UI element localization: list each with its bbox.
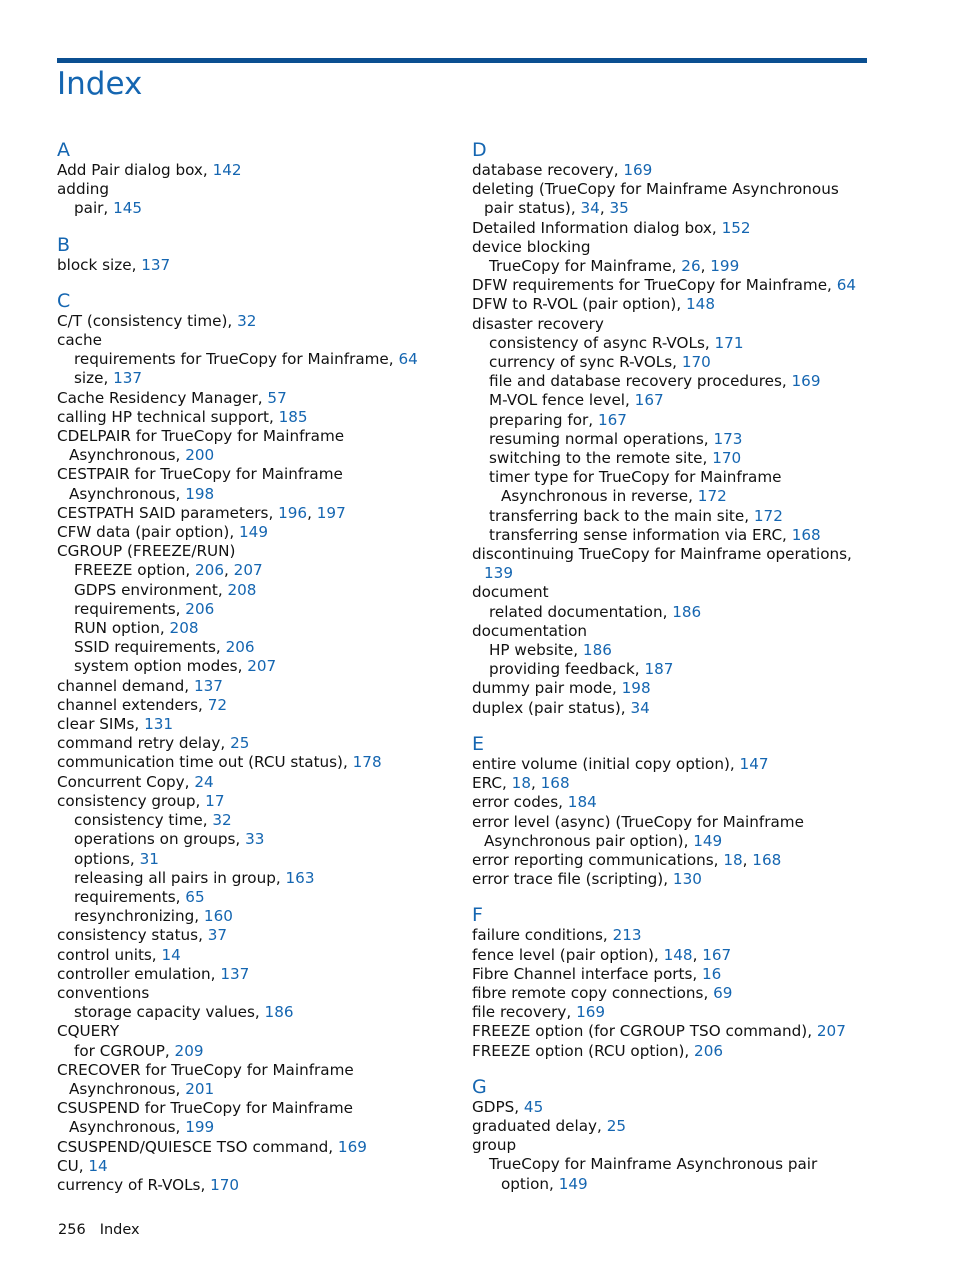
page-link[interactable]: 152 — [721, 218, 751, 237]
page-link[interactable]: 17 — [205, 791, 225, 810]
index-entry: error reporting communications, 18, 168 — [472, 850, 782, 869]
entry-term: file recovery, — [472, 1003, 577, 1022]
index-subentry — [472, 641, 872, 660]
index-entry — [57, 331, 457, 350]
index-subentry — [472, 507, 872, 526]
entry-term: device blocking — [472, 237, 591, 256]
entry-term: database recovery, — [472, 161, 624, 179]
index-entry — [57, 753, 457, 772]
page-link[interactable]: 170 — [210, 1175, 240, 1194]
index-entry: CESTPATH SAID parameters, 196, 197 — [57, 503, 346, 522]
page-link[interactable]: 186 — [672, 602, 702, 621]
entry-term: requirements, — [74, 599, 186, 618]
entry-term: timer type for TrueCopy for Mainframe Asynchronous in reverse, — [489, 468, 782, 506]
entry-term: controller emulation, — [57, 964, 221, 983]
index-entry — [57, 1022, 457, 1041]
page-link[interactable]: 37 — [207, 926, 228, 945]
index-subentry — [57, 888, 457, 907]
entry-term: fence level (pair option), — [472, 945, 664, 964]
page-link[interactable]: 186 — [582, 641, 612, 660]
entry-term: error reporting communications, — [472, 850, 724, 869]
page-link[interactable]: 57 — [267, 388, 287, 407]
page-link[interactable]: 200 — [185, 446, 215, 465]
index-subentry — [472, 334, 872, 353]
index-entry — [57, 161, 457, 180]
entry-term: CGROUP (FREEZE/RUN) — [57, 542, 236, 561]
index-entry — [472, 315, 872, 334]
entry-term: consistency status, — [57, 926, 208, 945]
page-link[interactable]: 197 — [316, 503, 346, 522]
page-link[interactable]: 34 — [630, 698, 650, 717]
page-link[interactable]: 186 — [264, 1003, 294, 1022]
page-link[interactable]: 25 — [606, 1116, 627, 1135]
entry-term: SSID requirements, — [74, 638, 226, 657]
index-entry — [57, 946, 457, 965]
entry-term: RUN option, — [74, 619, 170, 638]
page-link[interactable]: 160 — [203, 907, 233, 926]
page-link[interactable]: 137 — [193, 676, 223, 695]
index-entry — [57, 523, 457, 542]
entry-term: conventions — [57, 983, 150, 1002]
entry-term: cache — [57, 331, 102, 350]
page-link[interactable]: 163 — [285, 868, 315, 887]
page-link[interactable]: 145 — [113, 199, 143, 218]
index-entry — [472, 813, 872, 851]
index-entry: fence level (pair option), 148, 167 — [472, 945, 732, 964]
page-link[interactable]: 199 — [185, 1118, 215, 1137]
index-entry — [472, 583, 872, 602]
entry-term: C/T (consistency time), — [57, 311, 238, 330]
entry-term: ERC, — [472, 774, 512, 793]
index-entry — [472, 755, 872, 774]
entry-term: CESTPATH SAID parameters, — [57, 503, 279, 522]
entry-term: currency of R-VOLs, — [57, 1175, 211, 1194]
index-entry — [472, 295, 872, 314]
index-entry — [57, 677, 457, 696]
index-letter-heading: A — [57, 139, 70, 161]
entry-term: Add Pair dialog box, — [57, 161, 213, 179]
entry-term: consistency of async R-VOLs, — [489, 333, 715, 352]
page-link[interactable]: 199 — [710, 257, 740, 276]
page-link[interactable]: 72 — [207, 695, 228, 714]
entry-term: channel extenders, — [57, 695, 208, 714]
page-link[interactable]: 139 — [484, 564, 513, 583]
page-link[interactable]: 169 — [337, 1137, 367, 1156]
page-link[interactable]: 64 — [398, 350, 418, 369]
page-link[interactable]: 207 — [247, 657, 277, 676]
index-entry — [472, 1042, 872, 1061]
page-link[interactable]: 168 — [752, 850, 782, 869]
page-link[interactable]: 170 — [681, 353, 711, 372]
page-link[interactable]: 206 — [225, 638, 255, 657]
index-entry — [472, 1022, 872, 1041]
page-link[interactable]: 196 — [278, 503, 308, 522]
entry-term: requirements for TrueCopy for Mainframe, — [74, 350, 399, 369]
entry-term: GDPS environment, — [74, 580, 228, 599]
index-entry: ERC, 18, 168 — [472, 774, 570, 793]
entry-term: document — [472, 583, 549, 602]
page-link[interactable]: 209 — [174, 1041, 204, 1060]
entry-term: error codes, — [472, 793, 568, 812]
index-entry — [57, 1138, 457, 1157]
page-link[interactable]: 14 — [88, 1156, 108, 1175]
index-letter-heading: D — [472, 139, 487, 161]
index-subentry — [57, 199, 457, 218]
index-entry — [472, 926, 872, 945]
index-subentry — [472, 353, 872, 372]
index-subentry — [57, 369, 457, 388]
page-link[interactable]: 207 — [816, 1022, 846, 1041]
page-link[interactable]: 173 — [713, 429, 743, 448]
entry-term: entire volume (initial copy option), — [472, 754, 740, 773]
entry-term: file and database recovery procedures, — [489, 372, 792, 391]
header-rule — [57, 58, 867, 63]
page-link[interactable]: 24 — [194, 772, 214, 791]
page-link[interactable]: 64 — [836, 276, 857, 295]
entry-term: related documentation, — [489, 602, 673, 621]
index-entry — [57, 427, 457, 465]
page-link[interactable]: 168 — [791, 525, 821, 544]
index-entry — [472, 1098, 872, 1117]
index-subentry — [57, 869, 457, 888]
index-subentry — [472, 372, 872, 391]
page-link[interactable]: 208 — [169, 619, 199, 638]
index-entry — [472, 1136, 872, 1155]
entry-term: consistency time, — [74, 811, 213, 830]
entry-term: CDELPAIR for TrueCopy for Mainframe Asynchronous, — [57, 427, 345, 465]
index-entry — [57, 696, 457, 715]
index-entry — [57, 465, 457, 503]
page-link[interactable]: 32 — [237, 311, 257, 330]
entry-term: for CGROUP, — [74, 1041, 175, 1060]
index-entry — [57, 715, 457, 734]
index-subentry — [472, 449, 872, 468]
page-link[interactable]: 169 — [623, 161, 653, 179]
index-subentry — [472, 1155, 872, 1193]
entry-term: FREEZE option (for CGROUP TSO command), — [472, 1022, 817, 1041]
index-entry — [57, 1099, 457, 1137]
page-link[interactable]: 16 — [702, 964, 722, 983]
page-link[interactable]: 26 — [681, 257, 701, 276]
entry-term: graduated delay, — [472, 1116, 607, 1135]
page-link[interactable]: 137 — [113, 369, 143, 388]
page-footer — [58, 1222, 154, 1238]
index-subentry — [57, 830, 457, 849]
page-link[interactable]: 172 — [697, 487, 727, 506]
page-link[interactable]: 178 — [352, 753, 382, 772]
index-letter-heading: C — [57, 289, 71, 312]
index-subentry — [472, 430, 872, 449]
page-link[interactable]: 131 — [144, 715, 174, 734]
index-entry — [57, 984, 457, 1003]
page-link[interactable]: 45 — [523, 1097, 544, 1116]
page-link[interactable]: 137 — [220, 964, 250, 983]
index-entry — [472, 161, 872, 180]
entry-term: transferring back to the main site, — [489, 506, 754, 525]
page-link[interactable]: 213 — [612, 926, 642, 945]
index-entry — [57, 312, 457, 331]
index-subentry — [472, 660, 872, 679]
entry-term: fibre remote copy connections, — [472, 983, 714, 1002]
page-link[interactable]: 18 — [511, 774, 531, 793]
entry-term: block size, — [57, 255, 142, 274]
index-subentry — [57, 638, 457, 657]
index-entry — [472, 793, 872, 812]
page-link[interactable]: 172 — [753, 506, 783, 525]
index-entry — [57, 773, 457, 792]
index-entry — [57, 542, 457, 561]
entry-term: CSUSPEND/QUIESCE TSO command, — [57, 1137, 338, 1156]
page-link[interactable]: 208 — [227, 580, 257, 599]
index-entry — [472, 545, 872, 583]
entry-term: storage capacity values, — [74, 1003, 265, 1022]
index-entry — [57, 1061, 457, 1099]
page-link[interactable]: 149 — [239, 523, 268, 542]
entry-term: resynchronizing, — [74, 907, 204, 926]
page-link[interactable]: 198 — [185, 484, 215, 503]
index-entry — [472, 984, 872, 1003]
page-link[interactable]: 65 — [185, 887, 205, 906]
page-link[interactable]: 148 — [663, 945, 693, 964]
entry-term: clear SIMs, — [57, 715, 145, 734]
page-title: Index — [57, 66, 143, 102]
entry-term: calling HP technical support, — [57, 407, 279, 426]
index-entry — [57, 965, 457, 984]
entry-term: system option modes, — [74, 657, 248, 676]
entry-term: deleting (TrueCopy for Mainframe Asynchronous pair status), — [472, 180, 839, 218]
entry-term: error trace file (scripting), — [472, 870, 673, 889]
entry-term: discontinuing TrueCopy for Mainframe operations, — [472, 545, 852, 564]
entry-term: M-VOL fence level, — [489, 391, 635, 410]
index-column-left — [57, 140, 457, 1195]
index-subentry: FREEZE option, 206, 207 — [74, 561, 263, 580]
entry-term: CFW data (pair option), — [57, 523, 239, 542]
page-link[interactable]: 206 — [195, 561, 224, 580]
page-link[interactable]: 167 — [702, 945, 732, 964]
entry-term: channel demand, — [57, 676, 194, 695]
index-letter-heading: E — [472, 732, 485, 755]
entry-term: disaster recovery — [472, 314, 604, 333]
index-subentry — [472, 411, 872, 430]
entry-term: FREEZE option (RCU option), — [472, 1041, 695, 1060]
entry-term: adding — [57, 180, 110, 199]
page-link[interactable]: 69 — [713, 983, 733, 1002]
entry-term: FREEZE option, — [74, 561, 195, 580]
entry-term: duplex (pair status), — [472, 698, 631, 717]
page-link[interactable]: 35 — [609, 199, 629, 218]
index-entry — [57, 1157, 457, 1176]
entry-term: providing feedback, — [489, 660, 645, 679]
entry-term: options, — [74, 849, 140, 868]
entry-term: releasing all pairs in group, — [74, 868, 286, 887]
page-link[interactable]: 206 — [185, 599, 215, 618]
index-entry — [472, 622, 872, 641]
index-subentry — [57, 600, 457, 619]
entry-term: resuming normal operations, — [489, 429, 714, 448]
index-subentry — [57, 657, 457, 676]
page-link[interactable]: 169 — [576, 1003, 606, 1022]
index-entry — [472, 679, 872, 698]
index-subentry — [57, 350, 457, 369]
page-link[interactable]: 149 — [558, 1174, 588, 1193]
entry-term: Fibre Channel interface ports, — [472, 964, 703, 983]
entry-term: Concurrent Copy, — [57, 772, 195, 791]
entry-term: DFW requirements for TrueCopy for Mainframe, — [472, 276, 837, 295]
page-link[interactable]: 33 — [245, 830, 265, 849]
entry-term: CESTPAIR for TrueCopy for Mainframe Asynchronous, — [57, 465, 343, 503]
index-subentry: TrueCopy for Mainframe, 26, 199 — [489, 257, 740, 276]
index-column-right — [472, 140, 872, 1194]
index-entry — [57, 180, 457, 199]
entry-term: documentation — [472, 621, 588, 640]
page-link[interactable]: 207 — [233, 561, 263, 580]
page-link[interactable]: 168 — [540, 774, 570, 793]
index-entry — [472, 1117, 872, 1136]
page-link[interactable]: 25 — [230, 734, 250, 753]
entry-term: pair, — [74, 199, 114, 218]
page-link[interactable]: 171 — [714, 333, 744, 352]
entry-term: group — [472, 1136, 517, 1155]
index-entry — [472, 965, 872, 984]
entry-term: dummy pair mode, — [472, 679, 622, 698]
index-entry — [57, 926, 457, 945]
entry-term: CSUSPEND for TrueCopy for Mainframe Asynchronous, — [57, 1099, 353, 1137]
page-link[interactable]: 167 — [634, 391, 664, 410]
index-entry — [57, 389, 457, 408]
index-entry — [472, 870, 872, 889]
page-link[interactable]: 34 — [580, 199, 600, 218]
entry-term: size, — [74, 369, 114, 388]
entry-term: preparing for, — [489, 410, 598, 429]
entry-term: CQUERY — [57, 1022, 120, 1041]
entry-term: DFW to R-VOL (pair option), — [472, 295, 687, 314]
entry-term: CU, — [57, 1156, 89, 1175]
index-entry — [57, 408, 457, 427]
entry-term: consistency group, — [57, 791, 206, 810]
page-link[interactable]: 187 — [644, 660, 674, 679]
entry-term: Cache Residency Manager, — [57, 388, 268, 407]
index-entry: deleting (TrueCopy for Mainframe Asynchronous pair status), 34, 35 — [472, 180, 839, 218]
index-subentry — [472, 468, 872, 506]
index-entry — [472, 276, 872, 295]
page-link[interactable]: 185 — [278, 407, 308, 426]
entry-term: TrueCopy for Mainframe Asynchronous pair option, — [489, 1155, 818, 1193]
page-link[interactable]: 206 — [694, 1041, 724, 1060]
page-link[interactable]: 32 — [212, 811, 232, 830]
page-link[interactable]: 201 — [185, 1079, 215, 1098]
index-entry — [57, 1176, 457, 1195]
page-link[interactable]: 148 — [686, 295, 716, 314]
entry-term: operations on groups, — [74, 830, 246, 849]
index-subentry — [472, 526, 872, 545]
index-subentry — [57, 1003, 457, 1022]
entry-term: GDPS, — [472, 1097, 524, 1116]
page-link[interactable]: 14 — [161, 945, 181, 964]
entry-term: control units, — [57, 945, 162, 964]
index-entry — [472, 699, 872, 718]
entry-term: switching to the remote site, — [489, 449, 713, 468]
entry-term: HP website, — [489, 641, 583, 660]
page-link[interactable]: 149 — [693, 831, 723, 850]
page-link[interactable]: 147 — [739, 754, 769, 773]
index-entry — [57, 256, 457, 275]
index-subentry — [57, 1042, 457, 1061]
index-subentry — [57, 850, 457, 869]
index-entry — [57, 734, 457, 753]
page-link[interactable]: 137 — [141, 255, 171, 274]
page-link[interactable]: 169 — [791, 372, 821, 391]
entry-term: command retry delay, — [57, 734, 231, 753]
index-letter-heading: G — [472, 1075, 487, 1098]
entry-term: requirements, — [74, 887, 186, 906]
entry-term: failure conditions, — [472, 926, 613, 945]
page-link[interactable]: 31 — [139, 849, 159, 868]
index-subentry — [57, 811, 457, 830]
index-entry — [472, 219, 872, 238]
entry-term: CRECOVER for TrueCopy for Mainframe Asynchronous, — [57, 1060, 354, 1098]
index-entry — [472, 238, 872, 257]
page-number: 256 — [58, 1222, 86, 1238]
page-link[interactable]: 184 — [567, 793, 597, 812]
page-link[interactable]: 130 — [672, 870, 702, 889]
page-link[interactable]: 142 — [212, 161, 242, 179]
page-link[interactable]: 170 — [712, 449, 742, 468]
page-link[interactable]: 167 — [597, 410, 627, 429]
index-letter-heading: F — [472, 904, 483, 927]
page-link[interactable]: 18 — [723, 850, 743, 869]
entry-term: error level (async) (TrueCopy for Mainframe Asynchronous pair option), — [472, 812, 804, 850]
index-subentry — [57, 619, 457, 638]
entry-term: TrueCopy for Mainframe, — [489, 257, 682, 276]
index-subentry — [472, 603, 872, 622]
page-link[interactable]: 198 — [621, 679, 651, 698]
footer-label: Index — [99, 1222, 140, 1238]
index-entry — [57, 792, 457, 811]
entry-term: Detailed Information dialog box, — [472, 218, 722, 237]
entry-term: transferring sense information via ERC, — [489, 525, 792, 544]
index-entry — [472, 1003, 872, 1022]
entry-term: currency of sync R-VOLs, — [489, 353, 682, 372]
entry-term: communication time out (RCU status), — [57, 753, 353, 772]
index-subentry — [472, 391, 872, 410]
index-subentry — [57, 581, 457, 600]
index-subentry — [57, 907, 457, 926]
index-letter-heading: B — [57, 233, 71, 256]
